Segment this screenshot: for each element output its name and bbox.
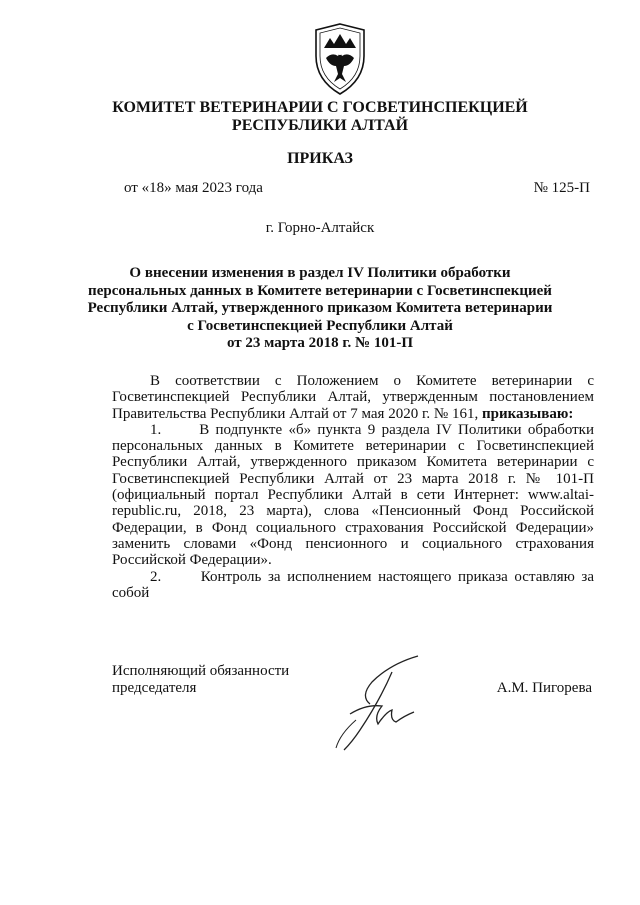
intro-text: В соответствии с Положением о Комитете ветеринарии с Госветинспекцией Республики Алтай, утвержденным постановлением Правительства Республики Алтай от 7 мая 2020 г. № 161, [112, 373, 594, 422]
subject-line-3: Республики Алтай, утвержденного приказом Комитета ветеринарии [87, 300, 553, 316]
coat-of-arms-icon [310, 22, 370, 97]
document-date: от «18» мая 2023 года [124, 180, 263, 196]
document-body [112, 373, 594, 601]
org-line-2: РЕСПУБЛИКИ АЛТАЙ [231, 117, 409, 134]
item-1-paragraph: 1. В подпункте «б» пункта 9 раздела IV Политики обработки персональных данных в Комитете ветеринарии с Госветинспекцией Республики Алтай, утвержденного приказом Комитета ветеринарии с Госветинспекцией Республики Алтай от 23 марта 2018 г. № 101-П (официальный портал Республики Алтай в сети Интернет: www.altai-republic.ru, 2018, 23 марта), слова «Пенсионный Фонд Российской Федерации, в Фонд социального страхования Российской Федерации» заменить словами «Фонд пенсионного и социального страхования Российской Федерации». [112, 421, 594, 569]
document-subject [0, 265, 640, 353]
position-line-1: Исполняющий обязанности [112, 663, 290, 679]
signatory-name: А.М. Пигорева [496, 680, 592, 696]
document-number: № 125-П [533, 180, 590, 196]
organization-name [0, 99, 640, 135]
org-line-1: КОМИТЕТ ВЕТЕРИНАРИИ С ГОСВЕТИНСПЕКЦИЕЙ [112, 99, 528, 116]
position-line-2: председателя [112, 680, 197, 696]
subject-line-1: О внесении изменения в раздел IV Политики обработки [129, 265, 511, 281]
item-2-paragraph: 2. Контроль за исполнением настоящего приказа оставляю за собой [112, 568, 594, 601]
signatory-position [112, 663, 289, 697]
subject-line-2: персональных данных в Комитете ветеринарии с Госветинспекцией [88, 282, 552, 299]
document-type: ПРИКАЗ [287, 150, 353, 167]
subject-line-4: с Госветинспекцией Республики Алтай [187, 317, 453, 334]
intro-bold: приказываю: [481, 405, 574, 422]
handwritten-signature [330, 650, 440, 755]
subject-line-5: от 23 марта 2018 г. № 101-П [226, 335, 414, 351]
document-city: г. Горно-Алтайск [265, 220, 375, 236]
intro-paragraph [112, 373, 594, 422]
